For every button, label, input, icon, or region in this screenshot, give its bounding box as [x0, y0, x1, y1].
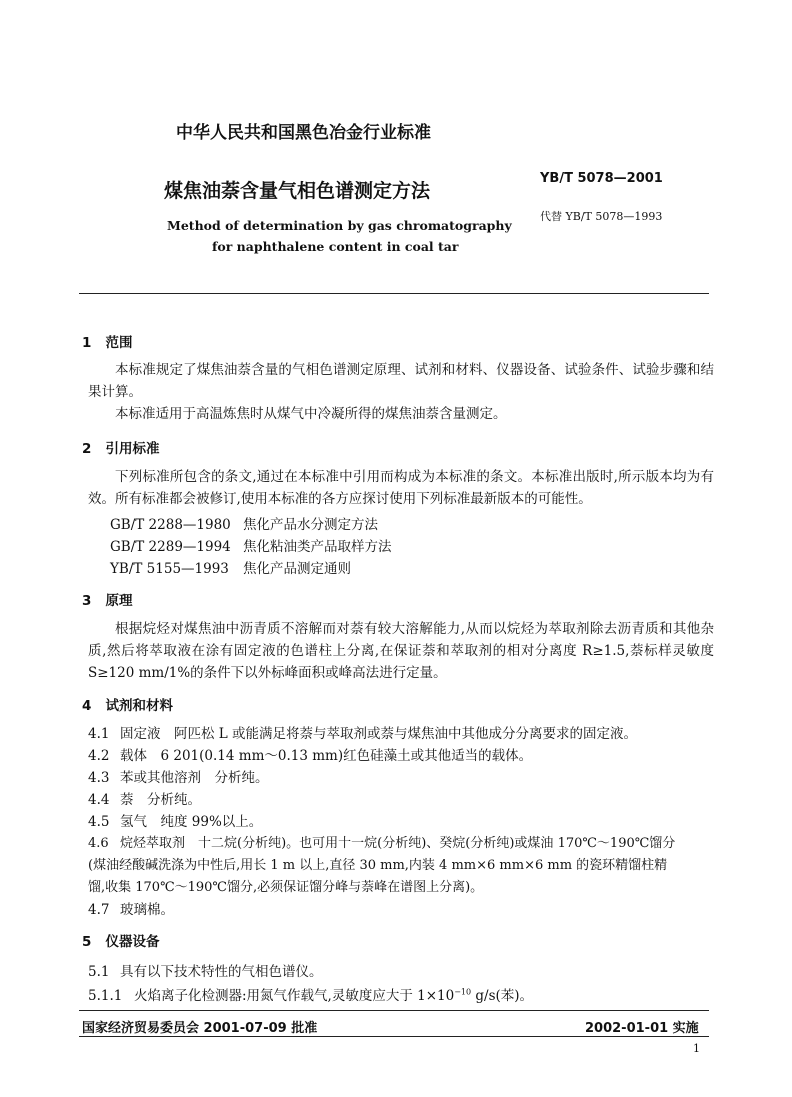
list-item [88, 832, 675, 851]
section-title: 原理 [105, 593, 133, 609]
standard-code: YB/T 5078—2001 [540, 171, 663, 186]
reference-name: 焦化产品水分测定方法 [243, 517, 378, 533]
list-item-continuation: (煤油经酸碱洗涤为中性后,用长 1 m 以上,直径 30 mm,内装 4 mm×6 mm×6 mm 的瓷环精馏柱精 [88, 858, 668, 873]
english-title-line-1: Method of determination by gas chromatography [167, 218, 512, 233]
replaces-standard: 代替 YB/T 5078—1993 [540, 210, 663, 223]
footer-divider [79, 1010, 709, 1011]
reference-code: GB/T 2288—1980 [110, 517, 231, 533]
org-title: 中华人民共和国黑色冶金行业标准 [176, 123, 431, 143]
reference-row [110, 557, 351, 577]
item-text: 玻璃棉。 [120, 902, 174, 918]
item-text-end: g/s(苯)。 [471, 988, 534, 1004]
list-item [88, 960, 323, 980]
section-1-paragraph-2: 本标准适用于高温炼焦时从煤气中冷凝所得的煤焦油萘含量测定。 [115, 406, 507, 422]
reference-name: 焦化粘油类产品取样方法 [243, 539, 392, 555]
item-number: 4.3 [88, 770, 110, 786]
section-1-paragraph-1: 本标准规定了煤焦油萘含量的气相色谱测定原理、试剂和材料、仪器设备、试验条件、试验步骤和结果计算。 [88, 362, 714, 400]
section-number: 5 [82, 934, 92, 950]
english-title-line-2: for naphthalene content in coal tar [212, 239, 459, 254]
reference-row [110, 535, 392, 555]
item-text: 具有以下技术特性的气相色谱仪。 [120, 964, 323, 980]
list-item [88, 788, 201, 808]
list-item [88, 810, 262, 830]
item-number: 5.1 [88, 964, 110, 980]
list-item-continuation: 馏,收集 170℃～190℃馏分,必须保证馏分峰与萘峰在谱图上分离)。 [88, 880, 484, 895]
section-number: 3 [82, 593, 92, 609]
section-title: 范围 [105, 335, 133, 351]
section-3-paragraph: 根据烷烃对煤焦油中沥青质不溶解而对萘有较大溶解能力,从而以烷烃为萃取剂除去沥青质和其他杂质,然后将萃取液在涂有固定液的色谱柱上分离,在保证萘和萃取剂的相对分离度 R≥1.5,萘标样灵敏度 S≥120 mm/1%的条件下以外标峰面积或峰高法进行定量。 [88, 621, 714, 681]
item-number: 4.2 [88, 748, 110, 764]
page-number: 1 [693, 1042, 700, 1055]
exponent: −10 [454, 987, 472, 997]
reference-name: 焦化产品测定通则 [243, 561, 351, 577]
section-2-heading [82, 437, 160, 457]
section-4-heading [82, 694, 173, 714]
item-number: 4.4 [88, 792, 110, 808]
header-divider [79, 293, 709, 294]
item-number: 4.7 [88, 902, 110, 918]
list-item [88, 898, 174, 918]
item-text: 氢气 纯度 99%以上。 [120, 814, 263, 830]
item-number: 4.5 [88, 814, 110, 830]
item-text: 火焰离子化检测器:用氮气作载气,灵敏度应大于 1×10 [134, 988, 455, 1004]
section-number: 1 [82, 335, 92, 351]
section-title: 仪器设备 [105, 934, 160, 950]
reference-code: GB/T 2289—1994 [110, 539, 231, 555]
list-item [88, 722, 637, 742]
footer-divider-bottom [79, 1036, 709, 1037]
approval-line: 国家经济贸易委员会 2001-07-09 批准 [82, 1021, 318, 1036]
reference-row [110, 513, 378, 533]
section-3-heading [82, 589, 133, 609]
document-title: 煤焦油萘含量气相色谱测定方法 [164, 180, 431, 202]
item-number: 4.1 [88, 726, 110, 742]
section-2-paragraph: 下列标准所包含的条文,通过在本标准中引用而构成为本标准的条文。本标准出版时,所示版本均为有效。所有标准都会被修订,使用本标准的各方应探讨使用下列标准最新版本的可能性。 [88, 469, 714, 507]
list-item [88, 766, 269, 786]
section-title: 引用标准 [105, 441, 160, 457]
item-text: 固定液 阿匹松 L 或能满足将萘与萃取剂或萘与煤焦油中其他成分分离要求的固定液。 [120, 726, 638, 742]
item-text: 萘 分析纯。 [120, 792, 201, 808]
section-title: 试剂和材料 [105, 698, 174, 714]
item-number: 4.6 [88, 836, 109, 851]
item-text: 烷烃萃取剂 十二烷(分析纯)。也可用十一烷(分析纯)、癸烷(分析纯)或煤油 170℃～190℃馏分 [120, 836, 676, 851]
item-text: 载体 6 201(0.14 mm～0.13 mm)红色硅藻土或其他适当的载体。 [120, 748, 533, 764]
reference-code: YB/T 5155—1993 [110, 561, 229, 577]
section-number: 2 [82, 441, 92, 457]
section-5-heading [82, 930, 160, 950]
list-item [88, 744, 532, 764]
section-number: 4 [82, 698, 92, 714]
section-1-heading [82, 331, 133, 351]
effective-date: 2002-01-01 实施 [585, 1021, 699, 1036]
list-item [88, 984, 533, 1004]
item-text: 苯或其他溶剂 分析纯。 [120, 770, 269, 786]
item-number: 5.1.1 [88, 988, 123, 1004]
